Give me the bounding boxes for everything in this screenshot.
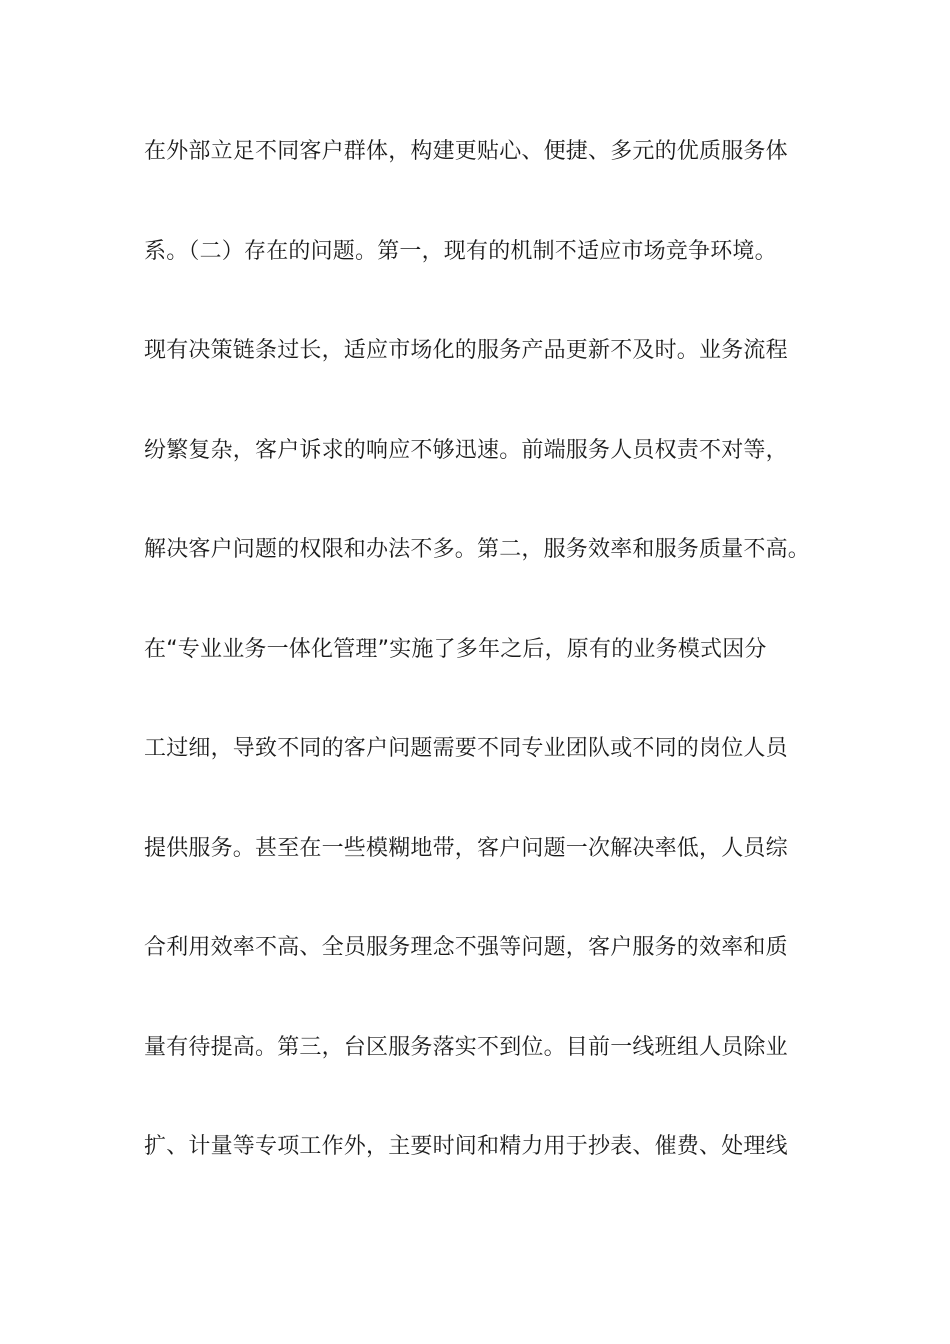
text-line: 现有决策链条过长，适应市场化的服务产品更新不及时。业务流程 bbox=[144, 338, 788, 363]
text-line: 在“专业业务一体化管理”实施了多年之后，原有的业务模式因分 bbox=[144, 636, 767, 662]
text-line: 合利用效率不高、全员服务理念不强等问题，客户服务的效率和质 bbox=[144, 935, 788, 960]
text-line: 在外部立足不同客户群体，构建更贴心、便捷、多元的优质服务体 bbox=[144, 139, 788, 164]
text-line: 解决客户问题的权限和办法不多。第二，服务效率和服务质量不高。 bbox=[144, 537, 811, 562]
text-line: 提供服务。甚至在一些模糊地带，客户问题一次解决率低，人员综 bbox=[144, 835, 788, 861]
text-line: 纷繁复杂，客户诉求的响应不够迅速。前端服务人员权责不对等， bbox=[144, 437, 788, 463]
text-line: 工过细，导致不同的客户问题需要不同专业团队或不同的岗位人员 bbox=[144, 736, 788, 761]
body-text bbox=[144, 131, 844, 1226]
text-line: 量有待提高。第三，台区服务落实不到位。目前一线班组人员除业 bbox=[144, 1034, 788, 1060]
text-line: 系。（二）存在的问题。第一，现有的机制不适应市场竞争环境。 bbox=[144, 238, 777, 264]
text-line: 扩、计量等专项工作外，主要时间和精力用于抄表、催费、处理线 bbox=[144, 1134, 788, 1159]
